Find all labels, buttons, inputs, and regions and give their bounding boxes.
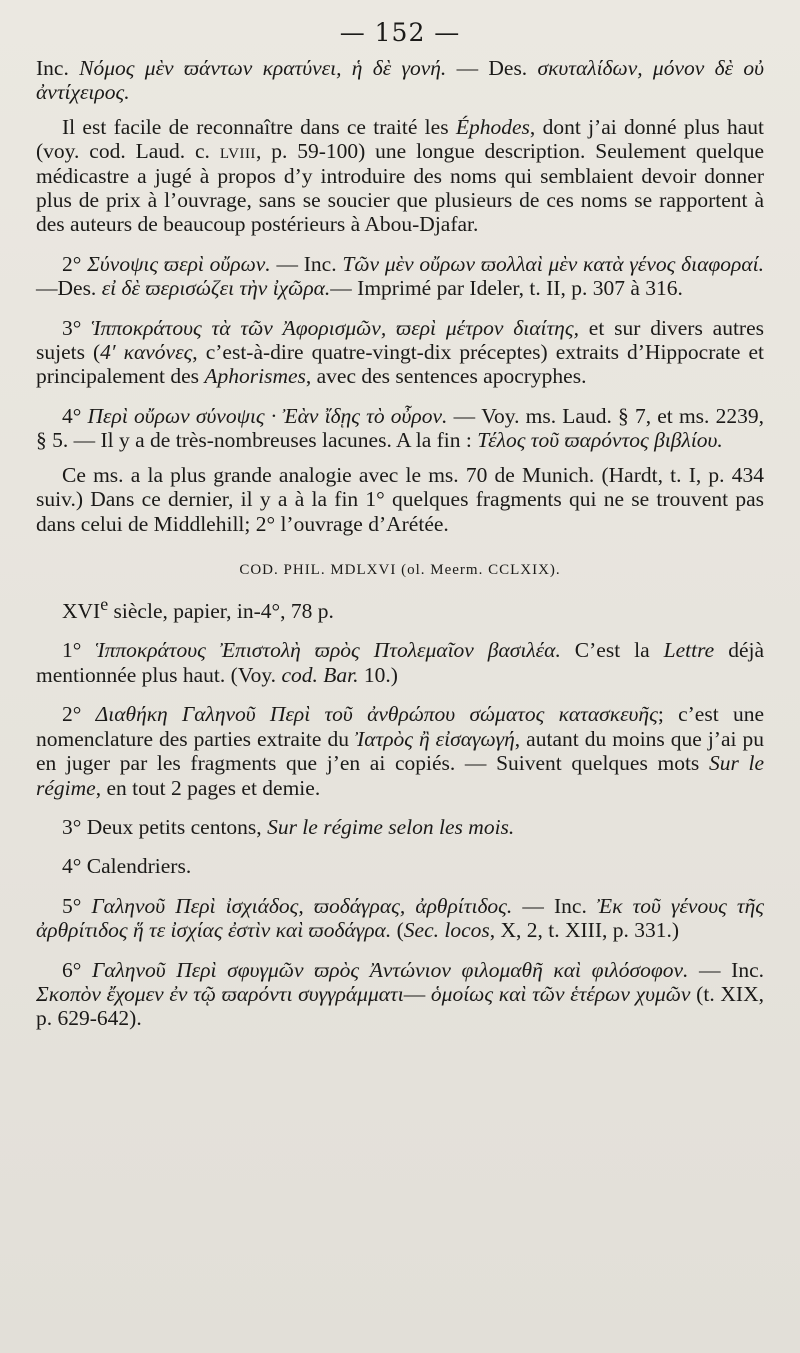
italic-run: Sec. locos bbox=[403, 918, 490, 943]
paragraph bbox=[36, 404, 764, 453]
text-run: et sur divers autres sujets ( bbox=[36, 315, 764, 365]
paragraph bbox=[36, 316, 764, 389]
text-run: — Inc. bbox=[270, 251, 343, 276]
text-run: 6° bbox=[62, 957, 92, 982]
text-run: —Des. bbox=[36, 276, 102, 301]
paragraph bbox=[36, 115, 764, 237]
text-run: , en tout 2 pages et demie. bbox=[95, 775, 321, 800]
italic-run: Γαληνοῦ Περὶ ἰσχιάδος, ϖοδάγρας, ἀρθρίτιδος. bbox=[91, 893, 513, 918]
italic-run: Περὶ οὔρων σύνοψις · Ἐὰν ἴδῃς τὸ οὖρον. bbox=[87, 403, 448, 428]
text-run: 10.) bbox=[358, 662, 398, 687]
text-run: XVI bbox=[62, 599, 101, 624]
italic-run: Νόμος μὲν ϖάντων κρατύνει, ἡ δὲ γονή. bbox=[79, 56, 447, 80]
paragraph bbox=[36, 252, 764, 301]
paragraph bbox=[36, 592, 764, 624]
paragraph bbox=[36, 463, 764, 536]
text-run: Il est facile de reconnaître dans ce traité les bbox=[62, 114, 456, 139]
italic-run: εἰ δὲ ϖερισώζει τὴν ἰχῶρα. bbox=[101, 276, 331, 301]
text-run: ; c’est une nomenclature des parties extraite du bbox=[36, 702, 764, 751]
italic-run: Sur le régime bbox=[36, 751, 764, 800]
italic-run: Lettre bbox=[663, 638, 715, 663]
text-run: (t. XIX, p. 629-642). bbox=[36, 981, 764, 1031]
text-run: déjà mentionnée plus haut. (Voy. bbox=[36, 638, 764, 687]
italic-run: ὁμοίως καὶ τῶν ἑτέρων χυμῶν bbox=[430, 981, 691, 1006]
text-run: ( bbox=[391, 918, 404, 943]
italic-run: 4′ κανόνες bbox=[100, 340, 193, 365]
text-run: 2° bbox=[62, 251, 88, 276]
italic-run: Τέλος τοῦ ϖαρόντος βιβλίου. bbox=[477, 428, 723, 453]
italic-run: Σκοπὸν ἔχομεν ἐν τῷ ϖαρόντι συγγράμματι bbox=[36, 981, 404, 1006]
text-run: , autant du moins que j’ai pu en juger par les fragments que j’en ai copiés. — Suivent quelques mots bbox=[36, 726, 764, 776]
text-run: , X, 2, t. XIII, p. 331.) bbox=[489, 918, 680, 943]
italic-run: Τῶν μὲν οὔρων ϖολλαὶ μὲν κατὰ γένος διαφοραί. bbox=[342, 251, 765, 276]
italic-run: Ἰατρὸς ἢ εἰσαγωγή bbox=[354, 726, 515, 751]
text-run: — Voy. ms. Laud. § 7, et ms. 2239, § 5. — Il y a de très-nombreuses lacunes. A la fin : bbox=[36, 403, 764, 453]
text-run: Inc. bbox=[36, 56, 80, 80]
italic-run: Éphodes bbox=[455, 114, 530, 139]
text-run: , p. 59-100) une longue description. Seulement quelque médicastre a jugé à propos d’y introduire des noms qui semblaient devoir donner plus de prix à l’ouvrage, sans se soucier que plusieurs de ces noms se rapportent à des auteurs de beaucoup postérieurs à Abou-Djafar. bbox=[36, 139, 764, 237]
italic-run: Aphorismes bbox=[204, 364, 306, 389]
text-run: 2° bbox=[62, 702, 96, 727]
text-run: 4° bbox=[62, 403, 88, 428]
text-run: 4° Calendriers. bbox=[62, 854, 192, 879]
text-run: C’est la bbox=[560, 638, 664, 663]
italic-run: Ἱπποκράτους Ἐπιστολὴ ϖρὸς Πτολεμαῖον βασιλέα. bbox=[95, 638, 561, 663]
text-run: 1° bbox=[62, 638, 96, 663]
text-run: 5° bbox=[62, 893, 92, 918]
italic-run: Sur le régime selon les mois. bbox=[267, 814, 515, 839]
paragraph bbox=[36, 638, 764, 687]
italic-run: Ἐκ τοῦ γένους τῆς ἀρθρίτιδος ἥ τε ἰσχίας ἐστὶν καὶ ϖοδάγρα. bbox=[36, 893, 764, 943]
text-run: — Inc. bbox=[688, 957, 764, 982]
italic-run: Γαληνοῦ Περὶ σφυγμῶν ϖρὸς Ἀντώνιον φιλομαθῆ καὶ φιλόσοφον. bbox=[91, 957, 689, 982]
italic-run: Ἱπποκράτους τὰ τῶν Ἀφορισμῶν, ϖερὶ μέτρον διαίτης, bbox=[91, 315, 579, 340]
italic-run: Διαθήκη Γαληνοῦ Περὶ τοῦ ἀνθρώπου σώματος κατασκευῆς bbox=[95, 702, 658, 727]
italic-run: cod. Bar. bbox=[281, 662, 359, 687]
text-run: COD. PHIL. MDLXVI (ol. Meerm. CCLXIX). bbox=[239, 561, 561, 578]
text-run: 3° bbox=[62, 315, 92, 340]
text-run: siècle, papier, in-4°, 78 p. bbox=[108, 599, 334, 624]
paragraph bbox=[36, 815, 764, 839]
superscript-run: e bbox=[100, 593, 109, 614]
text-run: Ce ms. a la plus grande analogie avec le ms. 70 de Munich. (Hardt, t. I, p. 434 suiv.) Dans ce dernier, il y a à la fin 1° quelques fragments qui ne se trouvent pas dans celui de Middlehill; 2° l’ouvrage d’Arétée. bbox=[36, 462, 764, 536]
paragraph bbox=[36, 894, 764, 943]
paragraph bbox=[36, 702, 764, 800]
codex-heading bbox=[36, 560, 764, 580]
paragraph bbox=[36, 56, 764, 105]
italic-run: Σύνοψις ϖερὶ οὔρων. bbox=[87, 251, 271, 276]
italic-run: σκυταλίδων, μόνον δὲ οὐ ἀντίχειρος. bbox=[36, 56, 764, 105]
text-run: — Inc. bbox=[512, 893, 597, 918]
text-run: — Des. bbox=[446, 56, 538, 80]
text-run: — Imprimé par Ideler, t. II, p. 307 à 316. bbox=[330, 276, 683, 301]
text-run: , c’est-à-dire quatre-vingt-dix préceptes) extraits d’Hippocrate et principalement des bbox=[36, 340, 764, 389]
paragraph bbox=[36, 854, 764, 878]
paragraph bbox=[36, 958, 764, 1031]
text-run: , avec des sentences apocryphes. bbox=[305, 364, 587, 389]
text-run: — bbox=[403, 981, 431, 1006]
smallcaps-run: lviii bbox=[219, 139, 256, 164]
text-run: 3° Deux petits centons, bbox=[62, 814, 268, 839]
page-number: — 152 — bbox=[339, 18, 461, 47]
text-run: , dont j’ai donné plus haut (voy. cod. Laud. c. bbox=[36, 114, 764, 164]
